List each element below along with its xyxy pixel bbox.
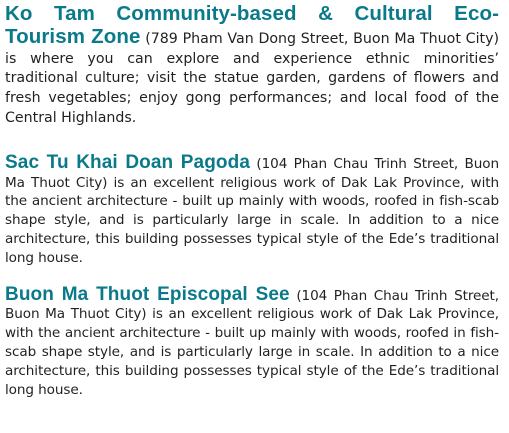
document-page: [5, 4, 499, 399]
entry-sac-tu-khai-doan-pagoda: [5, 151, 499, 268]
entry-body: (104 Phan Chau Trinh Street, Buon Ma Thuot City) is an excellent religious work of Dak Lak Province, with the ancient architecture - built up mainly with woods, roofed in fish-scab shape style, and is particularly large in scale. In addition to a nice architecture, this building possesses typical style of the Ede’s traditional long house.: [5, 287, 500, 398]
entry-title: Ko Tam Community-based & Cultural Eco-Tourism Zone: [5, 2, 499, 48]
entry-body: (104 Phan Chau Trinh Street, Buon Ma Thuot City) is an excellent religious work of Dak Lak Province, with the ancient architecture - built up mainly with woods, roofed in fish-scab shape style, and is particularly large in scale. In addition to a nice architecture, this building possesses typical style of the Ede’s traditional long house.: [5, 155, 499, 266]
entry-body: (789 Pham Van Dong Street, Buon Ma Thuot City) is where you can explore and experience ethnic minorities’ traditional culture; visit the statue garden, gardens of flowers and fresh vegetables; enjoy gong performances; and local food of the Central Highlands.: [5, 30, 500, 126]
entry-ko-tam: [5, 4, 499, 129]
entry-title: Sac Tu Khai Doan Pagoda: [5, 151, 250, 173]
entry-buon-ma-thuot-episcopal-see: [5, 283, 500, 400]
entry-title: Buon Ma Thuot Episcopal See: [5, 283, 290, 305]
